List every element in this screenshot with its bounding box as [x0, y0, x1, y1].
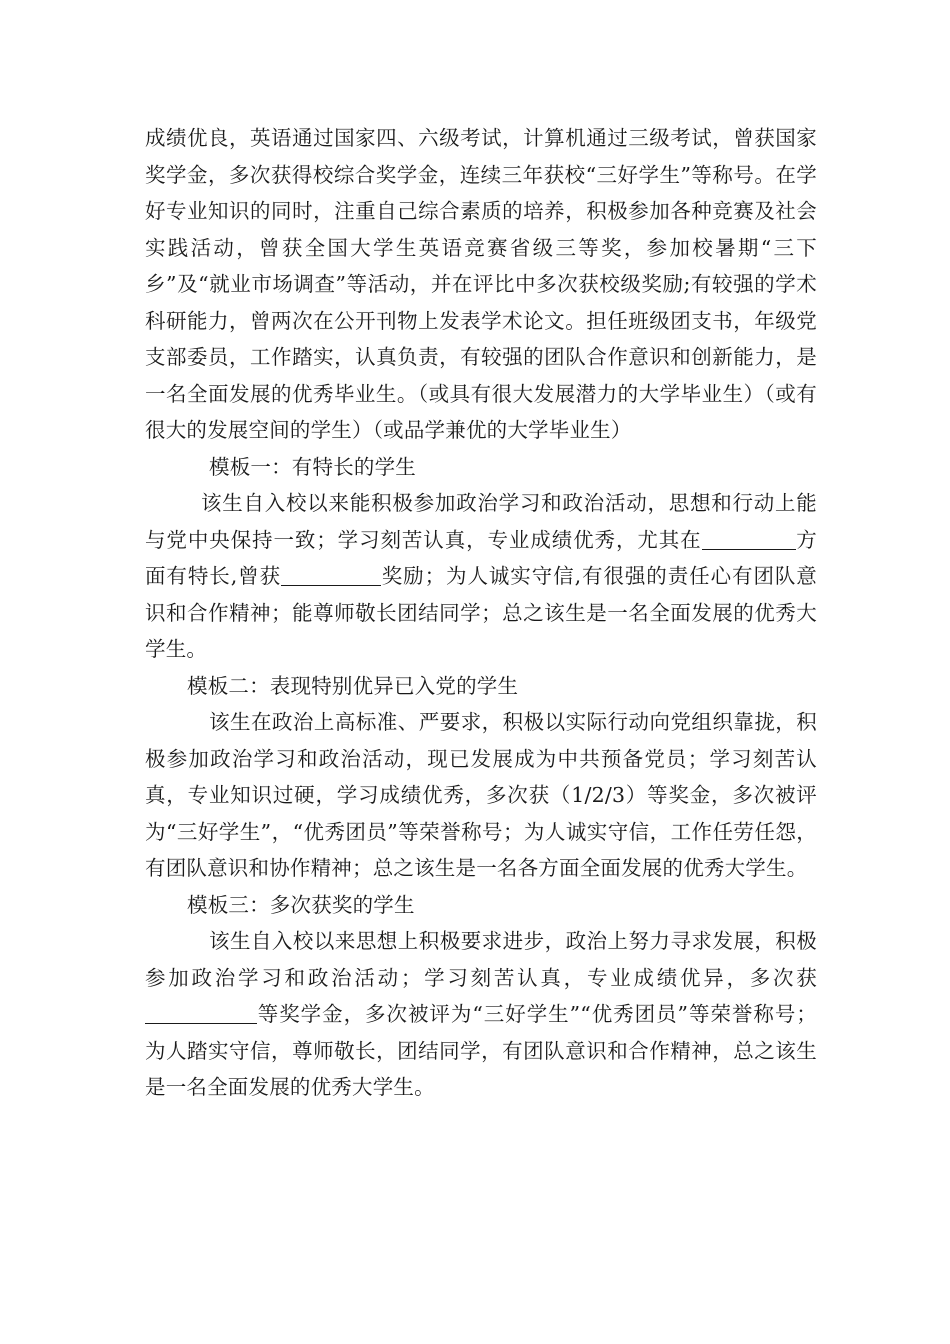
template1-heading: 模板一：有特长的学生	[209, 454, 416, 479]
intro-paragraph: 成绩优良，英语通过国家四、六级考试，计算机通过三级考试，曾获国家奖学金，多次获得校综合奖学金，连续三年获校“三好学生”等称号。在学好专业知识的同时，注重自己综合素质的培养，积极参加各种竞赛及社会实践活动，曾获全国大学生英语竞赛省级三等奖，参加校暑期“三下乡”及“就业市场调查”等活动，并在评比中多次获校级奖励;有较强的学术科研能力，曾两次在公开刊物上发表学术论文。担任班级团支书，年级党支部委员，工作踏实，认真负责，有较强的团队合作意识和创新能力，是一名全面发展的优秀毕业生。（或具有很大发展潜力的大学毕业生）（或有很大的发展空间的学生）（或品学兼优的大学毕业生）	[145, 126, 817, 442]
template1-paragraph	[145, 485, 817, 668]
specialty-blank-continued	[762, 527, 796, 550]
scholarship-blank	[145, 1001, 257, 1024]
template1-text-part1: 该生自入校以来能积极参加政治学习和政治活动，思想和行动上能与党中央保持一致；学习刻苦认真，专业成绩优秀，尤其在	[145, 491, 817, 552]
template3-text-part2: 等奖学金，多次被评为“三好学生”“优秀团员”等荣誉称号；为人踏实守信，尊师敬长，团结同学，有团队意识和合作精神，总之该生是一名全面发展的优秀大学生。	[145, 1002, 817, 1099]
template3-heading: 模板三：多次获奖的学生	[187, 892, 415, 917]
template1-text-part2: 方面有特长,曾获	[145, 527, 818, 588]
document-body	[145, 120, 817, 1106]
award-blank	[281, 563, 381, 586]
template3-text-part1: 该生自入校以来思想上积极要求进步，政治上努力寻求发展，积极参加政治学习和政治活动；学习刻苦认真，专业成绩优异，多次获	[145, 929, 817, 990]
template3-paragraph	[145, 923, 817, 1106]
template1-text-part3: 奖励；为人诚实守信,有很强的责任心有团队意识和合作精神；能尊师敬长团结同学；总之该生是一名全面发展的优秀大学生。	[145, 564, 818, 661]
specialty-blank	[702, 527, 762, 550]
template2-heading: 模板二：表现特别优异已入党的学生	[187, 673, 519, 698]
template2-paragraph: 该生在政治上高标准、严要求，积极以实际行动向党组织靠拢，积极参加政治学习和政治活动，现已发展成为中共预备党员；学习刻苦认真，专业知识过硬，学习成绩优秀，多次获（1/2/3）等奖金，多次被评为“三好学生”，“优秀团员”等荣誉称号；为人诚实守信，工作任劳任怨，有团队意识和协作精神；总之该生是一名各方面全面发展的优秀大学生。	[145, 710, 817, 880]
